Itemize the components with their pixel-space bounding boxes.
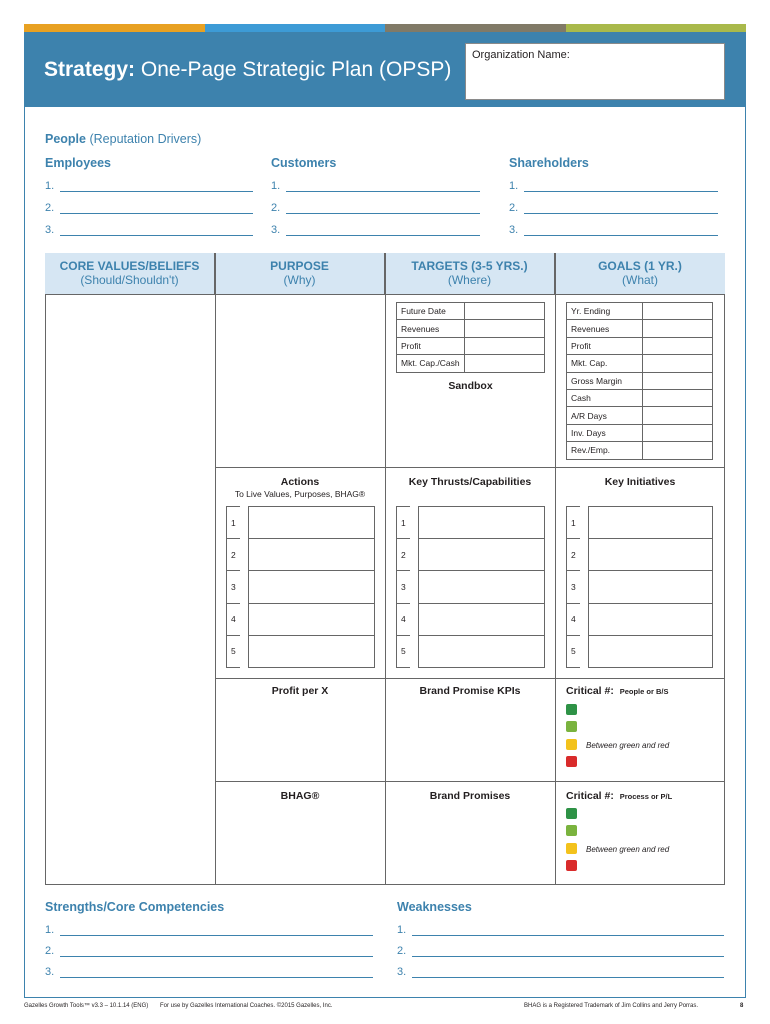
- targets-header: TARGETS (3-5 YRS.) (Where): [385, 253, 555, 295]
- goal-label: Mkt. Cap.: [567, 355, 643, 372]
- row-number: 2: [227, 539, 240, 571]
- people-heading: People (Reputation Drivers): [45, 132, 202, 146]
- row-number: 5: [567, 635, 580, 667]
- row-number: 5: [397, 635, 410, 667]
- thrust-field[interactable]: [418, 571, 544, 603]
- goal-value[interactable]: [643, 372, 713, 389]
- shareholder-line-2[interactable]: 2.: [509, 202, 718, 214]
- employee-line-3[interactable]: 3.: [45, 224, 253, 236]
- footer-trademark: BHAG is a Registered Trademark of Jim Collins and Jerry Porras.: [524, 1003, 699, 1009]
- goal-label: Yr. Ending: [567, 303, 643, 320]
- green-status-icon: [566, 808, 577, 819]
- goal-label: Cash: [567, 389, 643, 406]
- row-number: 1: [567, 507, 580, 539]
- action-field[interactable]: [248, 507, 374, 539]
- initiative-field[interactable]: [588, 571, 712, 603]
- goal-value[interactable]: [643, 389, 713, 406]
- purpose-header: PURPOSE (Why): [215, 253, 385, 295]
- initiative-field[interactable]: [588, 603, 712, 635]
- key-initiatives-label: Key Initiatives: [604, 476, 676, 488]
- goal-value[interactable]: [643, 337, 713, 354]
- customer-line-1[interactable]: 1.: [271, 180, 480, 192]
- grid-divider: [215, 678, 725, 679]
- grid-divider: [215, 467, 725, 468]
- purpose-cell[interactable]: [216, 296, 385, 467]
- customer-line-3[interactable]: 3.: [271, 224, 480, 236]
- page-title: Strategy: One-Page Strategic Plan (OPSP): [44, 58, 452, 81]
- shareholder-line-1[interactable]: 1.: [509, 180, 718, 192]
- row-number: 1: [397, 507, 410, 539]
- footer-copyright: For use by Gazelles International Coaches. ©2015 Gazelles, Inc.: [160, 1003, 333, 1009]
- thrust-field[interactable]: [418, 603, 544, 635]
- brand-promises-label: Brand Promises: [429, 790, 511, 802]
- goal-label: Revenues: [567, 320, 643, 337]
- light-green-status-icon: [566, 825, 577, 836]
- strength-line-2[interactable]: 2.: [45, 945, 373, 957]
- sandbox-label: Sandbox: [448, 380, 493, 392]
- red-status-icon: [566, 860, 577, 871]
- weakness-line-3[interactable]: 3.: [397, 966, 724, 978]
- between-note: Between green and red: [586, 845, 670, 854]
- initiative-field[interactable]: [588, 507, 712, 539]
- profit-per-x-label: Profit per X: [271, 685, 329, 697]
- organization-name-field[interactable]: [465, 43, 725, 100]
- page-number: 8: [740, 1003, 744, 1009]
- green-status-icon: [566, 704, 577, 715]
- key-initiatives-table: [566, 506, 713, 668]
- target-value[interactable]: [465, 337, 545, 354]
- goal-value[interactable]: [643, 303, 713, 320]
- goal-value[interactable]: [643, 424, 713, 441]
- row-number: 1: [227, 507, 240, 539]
- thrust-field[interactable]: [418, 635, 544, 667]
- weakness-line-2[interactable]: 2.: [397, 945, 724, 957]
- action-field[interactable]: [248, 603, 374, 635]
- color-bar-blue: [205, 24, 386, 32]
- row-number: 4: [397, 603, 410, 635]
- actions-sublabel: To Live Values, Purposes, BHAG®: [234, 489, 366, 499]
- key-thrusts-table: [396, 506, 545, 668]
- thrust-field[interactable]: [418, 507, 544, 539]
- red-status-icon: [566, 756, 577, 767]
- yellow-status-icon: [566, 843, 577, 854]
- bhag-label: BHAG®: [280, 790, 320, 802]
- strength-line-3[interactable]: 3.: [45, 966, 373, 978]
- target-label: Profit: [397, 337, 465, 354]
- employees-heading: Employees: [45, 156, 112, 170]
- light-green-status-icon: [566, 721, 577, 732]
- grid-divider: [215, 781, 725, 782]
- weakness-line-1[interactable]: 1.: [397, 924, 724, 936]
- target-label: Revenues: [397, 320, 465, 337]
- key-thrusts-label: Key Thrusts/Capabilities: [408, 476, 532, 488]
- goal-value[interactable]: [643, 320, 713, 337]
- row-number: 2: [567, 539, 580, 571]
- goal-label: Inv. Days: [567, 424, 643, 441]
- between-note: Between green and red: [586, 741, 670, 750]
- yellow-status-icon: [566, 739, 577, 750]
- target-value[interactable]: [465, 303, 545, 320]
- brand-promise-kpis-label: Brand Promise KPIs: [419, 685, 521, 697]
- color-bar-taupe: [385, 24, 566, 32]
- strength-line-1[interactable]: 1.: [45, 924, 373, 936]
- row-number: 3: [567, 571, 580, 603]
- core-values-cell[interactable]: [46, 296, 215, 884]
- goal-value[interactable]: [643, 355, 713, 372]
- row-number: 5: [227, 635, 240, 667]
- color-bar-orange: [24, 24, 205, 32]
- org-label: Organization Name:: [472, 49, 570, 61]
- employee-line-1[interactable]: 1.: [45, 180, 253, 192]
- action-field[interactable]: [248, 539, 374, 571]
- strengths-heading: Strengths/Core Competencies: [45, 900, 225, 914]
- actions-table: [226, 506, 375, 668]
- row-number: 3: [397, 571, 410, 603]
- customers-heading: Customers: [271, 156, 337, 170]
- goal-label: Profit: [567, 337, 643, 354]
- goals-table: [566, 302, 713, 460]
- target-label: Future Date: [397, 303, 465, 320]
- critical-number-1-label: Critical #: People or B/S: [566, 685, 669, 697]
- shareholder-line-3[interactable]: 3.: [509, 224, 718, 236]
- target-label: Mkt. Cap./Cash: [397, 355, 465, 372]
- target-value[interactable]: [465, 320, 545, 337]
- targets-table: [396, 302, 545, 373]
- action-field[interactable]: [248, 571, 374, 603]
- shareholders-heading: Shareholders: [509, 156, 589, 170]
- grid-divider: [555, 253, 556, 885]
- row-number: 3: [227, 571, 240, 603]
- employee-line-2[interactable]: 2.: [45, 202, 253, 214]
- customer-line-2[interactable]: 2.: [271, 202, 480, 214]
- action-field[interactable]: [248, 635, 374, 667]
- row-number: 2: [397, 539, 410, 571]
- goal-value[interactable]: [643, 442, 713, 459]
- row-number: 4: [567, 603, 580, 635]
- thrust-field[interactable]: [418, 539, 544, 571]
- initiative-field[interactable]: [588, 539, 712, 571]
- goal-label: A/R Days: [567, 407, 643, 424]
- row-number: 4: [227, 603, 240, 635]
- goal-value[interactable]: [643, 407, 713, 424]
- top-color-bar: [24, 24, 746, 32]
- critical-number-2-label: Critical #: Process or P/L: [566, 790, 673, 802]
- weaknesses-heading: Weaknesses: [397, 900, 472, 914]
- target-value[interactable]: [465, 355, 545, 372]
- goals-header: GOALS (1 YR.) (What): [555, 253, 725, 295]
- initiative-field[interactable]: [588, 635, 712, 667]
- core-values-header: CORE VALUES/BELIEFS (Should/Shouldn't): [45, 253, 215, 295]
- goal-label: Gross Margin: [567, 372, 643, 389]
- footer-version: Gazelles Growth Tools™ v3.3 – 10.1.14 (ENG): [24, 1003, 149, 1009]
- color-bar-green: [566, 24, 747, 32]
- actions-label: Actions: [280, 476, 320, 488]
- goal-label: Rev./Emp.: [567, 442, 643, 459]
